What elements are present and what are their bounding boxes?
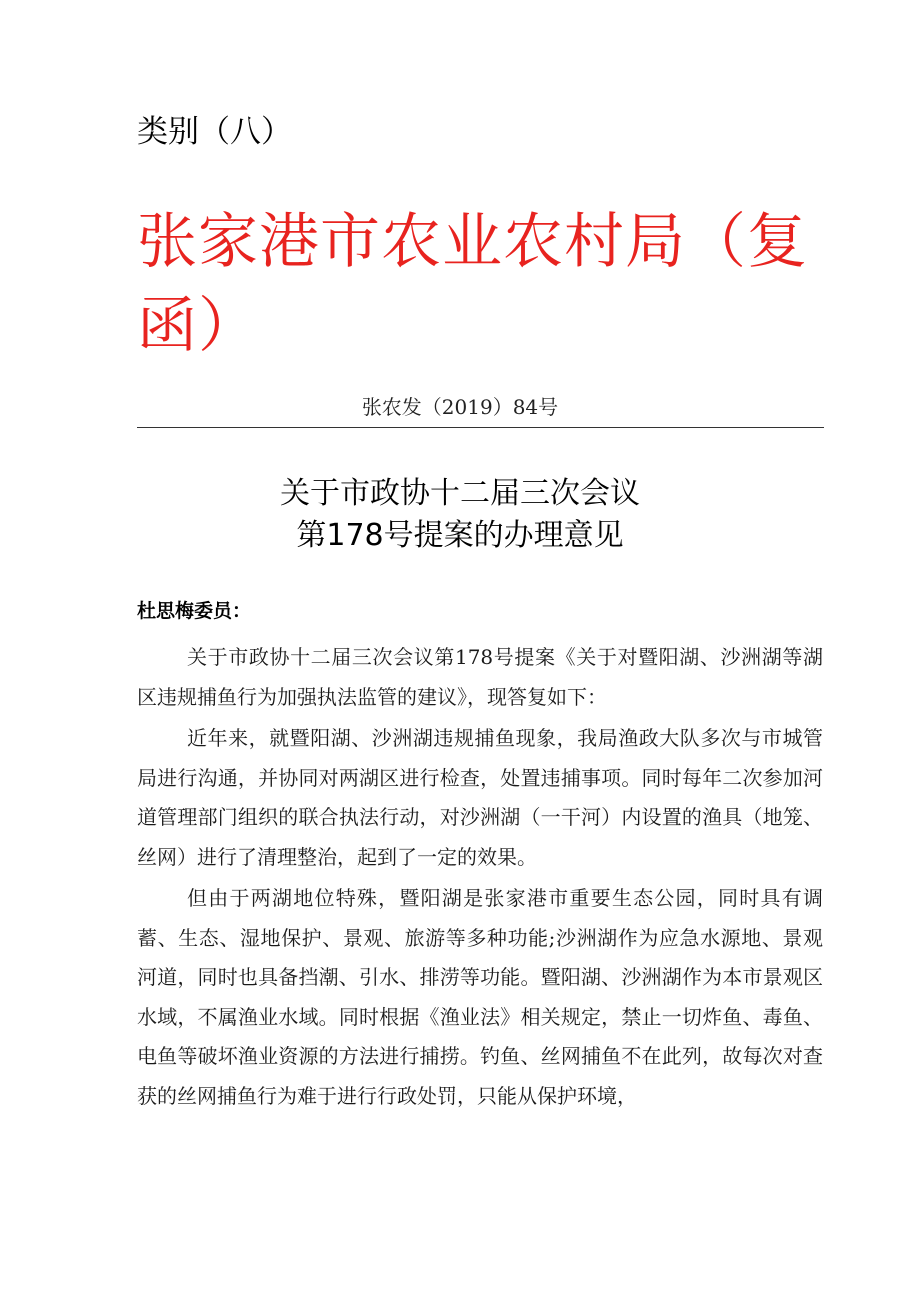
agency-reply-title: 张家港市农业农村局（复函） [137, 207, 808, 361]
document-number: 张农发（2019）84号 [361, 395, 559, 419]
document-category: 类别（八） [137, 114, 292, 150]
salutation: 杜思梅委员： [137, 600, 252, 622]
body-paragraph-1: 关于市政协十二届三次会议第178号提案《关于对暨阳湖、沙洲湖等湖区违规捕鱼行为加强执法监管的建议》，现答复如下： [137, 645, 823, 709]
header-divider [137, 427, 824, 428]
document-title-line-2: 第178号提案的办理意见 [296, 518, 624, 553]
document-title [0, 473, 920, 557]
document-body [137, 638, 823, 1118]
body-paragraph-2: 近年来，就暨阳湖、沙洲湖违规捕鱼现象，我局渔政大队多次与市城管局进行沟通，并协同对两湖区进行检查，处置违捕事项。同时每年二次参加河道管理部门组织的联合执法行动，对沙洲湖（一干河）内设置的渔具（地笼、丝网）进行了清理整治，起到了一定的效果。 [137, 726, 823, 869]
document-title-line-1: 关于市政协十二届三次会议 [280, 476, 640, 511]
body-paragraph-3: 但由于两湖地位特殊，暨阳湖是张家港市重要生态公园，同时具有调蓄、生态、湿地保护、景观、旅游等多种功能;沙洲湖作为应急水源地、景观河道，同时也具备挡潮、引水、排涝等功能。暨阳湖、沙洲湖作为本市景观区水域，不属渔业水域。同时根据《渔业法》相关规定，禁止一切炸鱼、毒鱼、电鱼等破坏渔业资源的方法进行捕捞。钓鱼、丝网捕鱼不在此列，故每次对查获的丝网捕鱼行为难于进行行政处罚，只能从保护环境， [137, 886, 823, 1108]
